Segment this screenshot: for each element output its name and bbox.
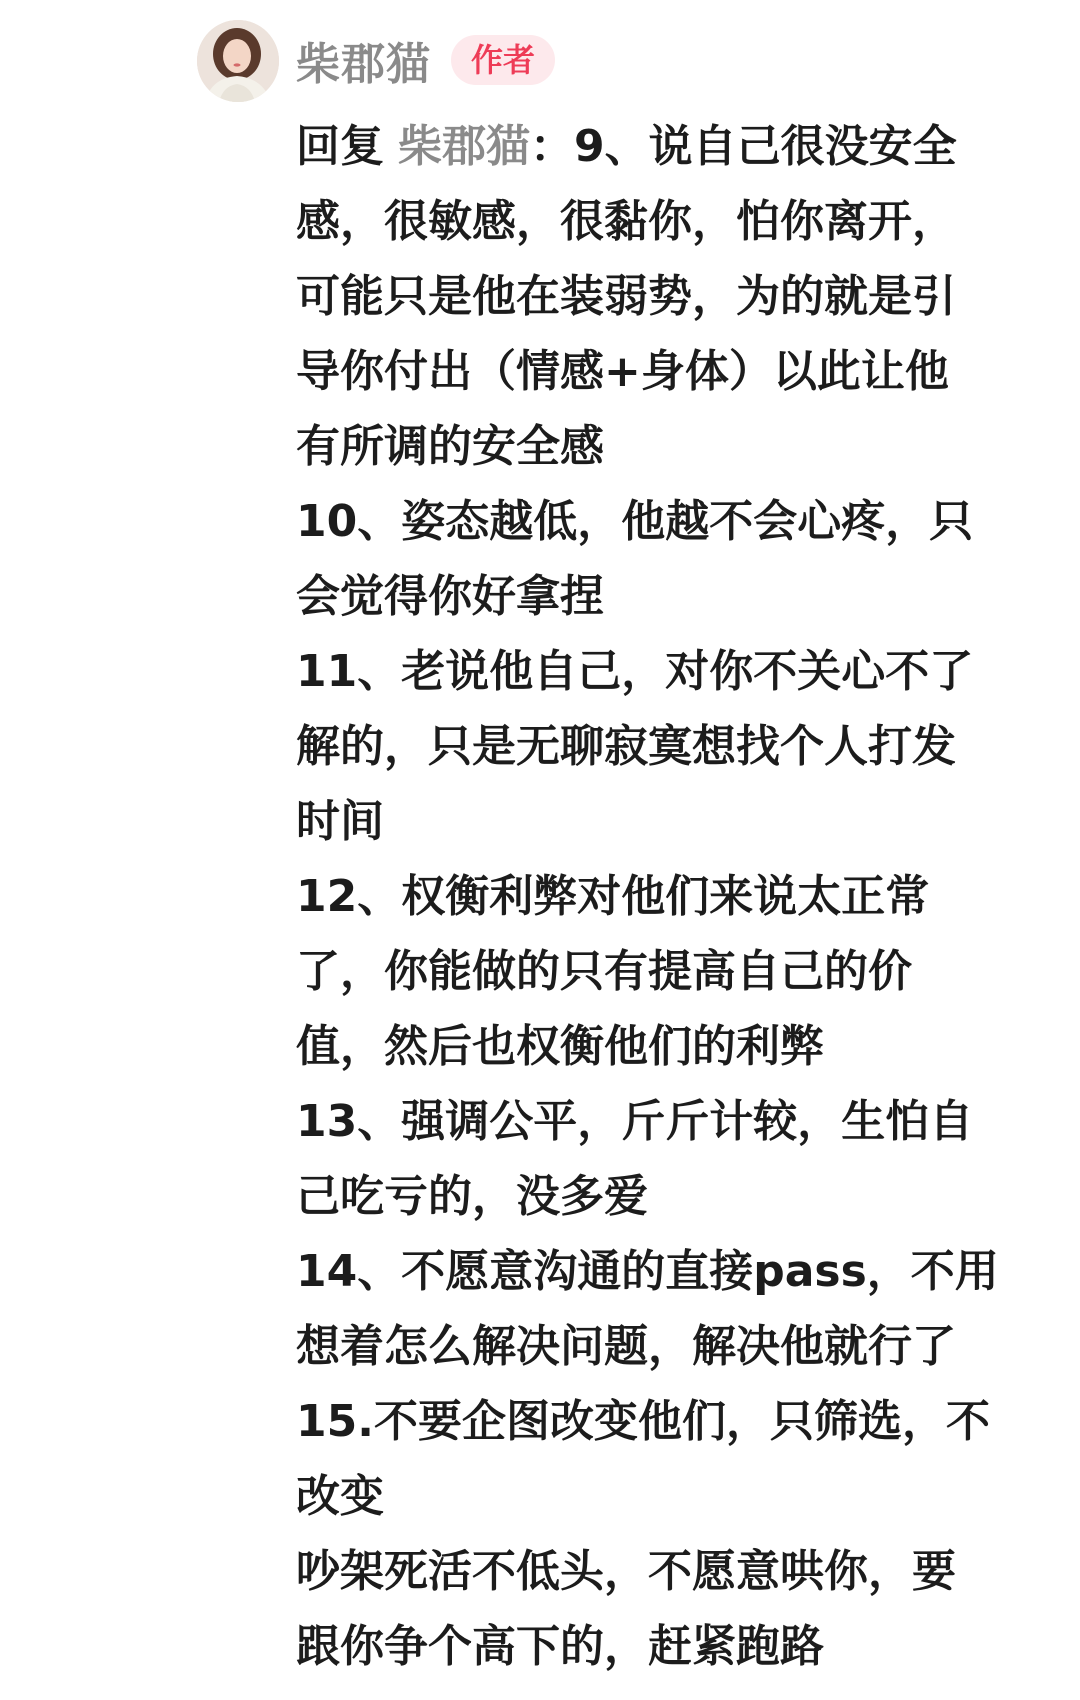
comment-line: 15.不要企图改变他们，只筛选，不	[296, 1396, 990, 1447]
comment-line: 了，你能做的只有提高自己的价	[296, 946, 912, 997]
reply-target-name[interactable]: 柴郡猫	[398, 121, 530, 172]
author-name[interactable]: 柴郡猫	[296, 39, 431, 90]
author-badge: 作者	[451, 35, 555, 85]
comment-line: 导你付出（情感+身体）以此让他	[296, 346, 949, 397]
comment-line: 己吃亏的，没多爱	[296, 1171, 648, 1222]
comment-line: 吵架死活不低头，不愿意哄你，要	[296, 1546, 956, 1597]
comment-body	[296, 109, 1036, 1684]
comment-line: 想着怎么解决问题，解决他就行了	[296, 1321, 956, 1372]
comment-line: 有所调的安全感	[296, 421, 604, 472]
reply-prefix: 回复	[296, 121, 384, 172]
author-avatar[interactable]	[197, 20, 279, 102]
comment-line: 改变	[296, 1471, 384, 1522]
comment-line: 14、不愿意沟通的直接pass，不用	[296, 1246, 999, 1297]
avatar-photo	[197, 20, 279, 102]
comment-line: 12、权衡利弊对他们来说太正常	[296, 871, 930, 922]
comment-line: 时间	[296, 796, 384, 847]
comment-line: 11、老说他自己，对你不关心不了	[296, 646, 974, 697]
comment-line: 值，然后也权衡他们的利弊	[296, 1021, 824, 1072]
comment-line: 解的，只是无聊寂寞想找个人打发	[296, 721, 956, 772]
comment-line: 13、强调公平，斤斤计较，生怕自	[296, 1096, 974, 1147]
comment-line: 感，很敏感，很黏你，怕你离开，	[296, 196, 956, 247]
comment-line: 10、姿态越低，他越不会心疼，只	[296, 496, 974, 547]
comment-line-text: 9、说自己很没安全	[574, 121, 957, 172]
comment-line-reply	[296, 109, 1036, 184]
comment-line: 可能只是他在装弱势，为的就是引	[296, 271, 956, 322]
comment-line: 跟你争个高下的，赶紧跑路	[296, 1621, 824, 1672]
author-header	[296, 28, 555, 92]
comment-line: 会觉得你好拿捏	[296, 571, 604, 622]
reply-colon: ：	[530, 121, 574, 172]
